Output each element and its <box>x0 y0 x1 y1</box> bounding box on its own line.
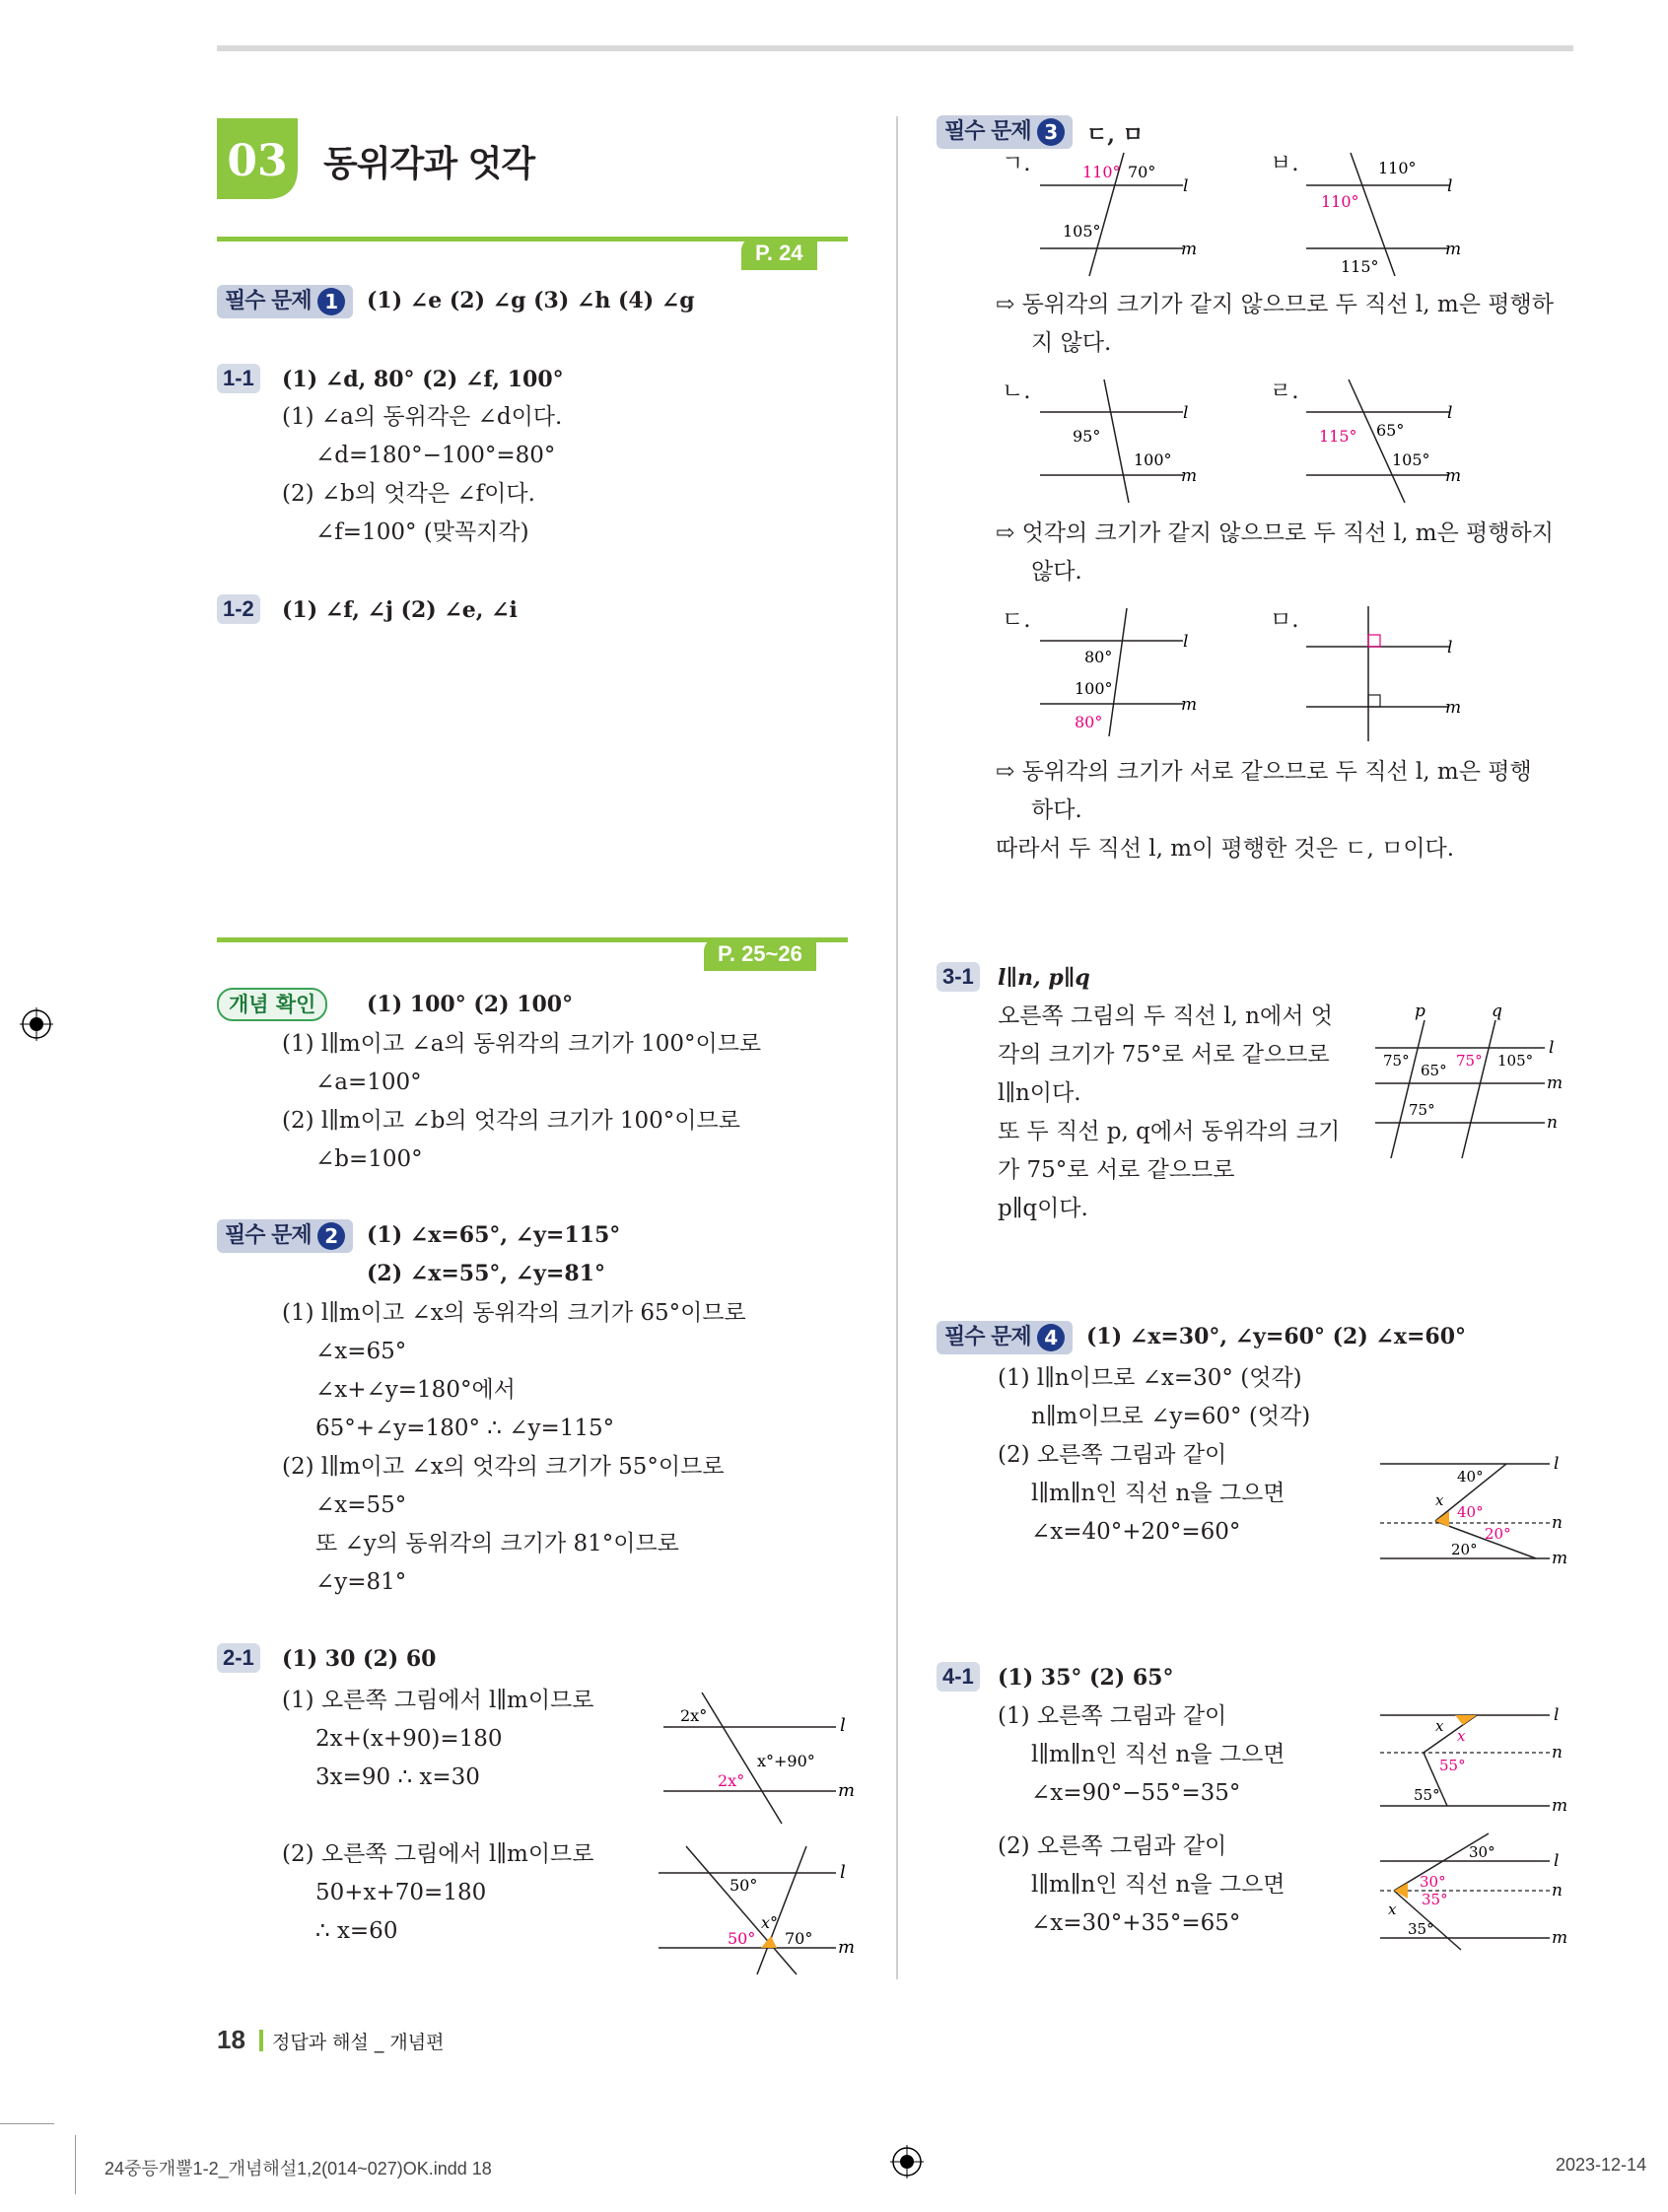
svg-text:100°: 100° <box>1075 679 1113 698</box>
q3-1-line: 오른쪽 그림의 두 직선 l, n에서 엇 <box>998 1003 1333 1029</box>
q2-badge <box>217 1219 353 1253</box>
crop-mark <box>75 2135 76 2194</box>
figure-n <box>1035 375 1232 508</box>
svg-text:105°: 105° <box>1497 1052 1534 1070</box>
q2-1-label: 2-1 <box>217 1643 260 1673</box>
svg-text:75°: 75° <box>1383 1052 1410 1070</box>
registration-mark-icon <box>890 2145 924 2178</box>
figure-d <box>1035 603 1232 741</box>
q1-number: 1 <box>317 288 345 315</box>
q1-badge <box>217 285 353 318</box>
fig-label: ㅂ. <box>1270 151 1299 176</box>
q2-line: (1) l∥m이고 ∠x의 동위각의 크기가 65°이므로 <box>282 1300 746 1326</box>
q3-number: 3 <box>1037 118 1065 146</box>
svg-text:75°: 75° <box>1409 1101 1435 1119</box>
q4-line: (2) 오른쪽 그림과 같이 <box>998 1442 1227 1468</box>
svg-text:l: l <box>840 1715 846 1736</box>
svg-text:m: m <box>1181 466 1198 486</box>
svg-text:35°: 35° <box>1408 1920 1434 1938</box>
svg-text:x: x <box>1435 1491 1444 1509</box>
svg-text:110°: 110° <box>1082 163 1121 181</box>
q4-line: ∠x=40°+20°=60° <box>1031 1519 1241 1545</box>
svg-text:50°: 50° <box>730 1876 758 1895</box>
file-info: 24중등개뿔1-2_개념해설1,2(014~027)OK.indd 18 <box>104 2159 492 2178</box>
svg-text:l: l <box>840 1862 846 1883</box>
section-title: 동위각과 엇각 <box>323 144 535 184</box>
q1-1-line: ∠f=100° (맞꼭지각) <box>315 519 529 545</box>
svg-text:30°: 30° <box>1420 1873 1446 1891</box>
svg-text:m: m <box>1552 1796 1568 1816</box>
svg-text:x°: x° <box>761 1913 779 1932</box>
figure-2-1-2 <box>659 1841 866 1989</box>
q3-label: 필수 문제 <box>944 119 1031 144</box>
q4-1-line: l∥m∥n인 직선 n을 그으면 <box>1031 1742 1286 1767</box>
section-number: 03 <box>227 136 288 186</box>
svg-text:30°: 30° <box>1469 1843 1495 1861</box>
q2-1-line: 50+x+70=180 <box>315 1880 487 1905</box>
q3-1-line: 또 두 직선 p, q에서 동위각의 크기 <box>998 1119 1341 1144</box>
svg-text:110°: 110° <box>1321 192 1359 211</box>
svg-text:l: l <box>1447 403 1453 423</box>
concept-line: (2) l∥m이고 ∠b의 엇각의 크기가 100°이므로 <box>282 1108 740 1134</box>
page-number <box>217 2025 263 2055</box>
crop-mark <box>0 2123 54 2124</box>
q4-1-line: l∥m∥n인 직선 n을 그으면 <box>1031 1872 1286 1898</box>
column-divider <box>896 116 898 1979</box>
q2-number: 2 <box>317 1222 345 1250</box>
q4-1-label: 4-1 <box>937 1662 980 1692</box>
fig-label: ㄴ. <box>1002 379 1031 404</box>
svg-text:l: l <box>1554 1454 1560 1474</box>
q3-exp2: ⇨ 엇각의 크기가 같지 않으므로 두 직선 l, m은 평행하지 <box>996 520 1554 546</box>
figure-b <box>1301 148 1518 281</box>
svg-text:l: l <box>1447 176 1453 196</box>
q3-1-label: 3-1 <box>937 962 980 992</box>
svg-text:l: l <box>1554 1705 1560 1725</box>
svg-text:p: p <box>1415 1002 1425 1021</box>
svg-text:105°: 105° <box>1063 222 1101 241</box>
q1-1-answer: (1) ∠d, 80° (2) ∠f, 100° <box>282 367 564 392</box>
q4-1-answer: (1) 35° (2) 65° <box>998 1665 1174 1691</box>
q3-1-line: 가 75°로 서로 같으므로 <box>998 1157 1235 1183</box>
svg-text:80°: 80° <box>1084 648 1113 666</box>
file-date: 2023-12-14 <box>1556 2155 1647 2175</box>
q1-label: 필수 문제 <box>225 289 312 313</box>
q4-1-line: (2) 오른쪽 그림과 같이 <box>998 1833 1227 1859</box>
registration-mark-icon <box>20 1007 53 1041</box>
q4-1-line: (1) 오른쪽 그림과 같이 <box>998 1703 1227 1729</box>
q4-line: n∥m이므로 ∠y=60° (엇각) <box>1031 1404 1311 1429</box>
q1-1-line: (2) ∠b의 엇각은 ∠f이다. <box>282 481 535 507</box>
svg-text:115°: 115° <box>1319 427 1357 446</box>
q2-line: ∠x=55° <box>315 1492 407 1518</box>
concept-line: (1) l∥m이고 ∠a의 동위각의 크기가 100°이므로 <box>282 1031 762 1057</box>
svg-text:20°: 20° <box>1485 1525 1511 1543</box>
q2-label: 필수 문제 <box>225 1223 312 1248</box>
svg-text:75°: 75° <box>1456 1052 1483 1070</box>
svg-text:m: m <box>1181 240 1198 259</box>
svg-text:q: q <box>1492 1002 1502 1021</box>
q2-1-answer: (1) 30 (2) 60 <box>282 1646 437 1672</box>
q4-line: l∥m∥n인 직선 n을 그으면 <box>1031 1481 1286 1506</box>
q3-exp2: 않다. <box>1031 559 1082 585</box>
q2-line: ∠x+∠y=180°에서 <box>315 1377 516 1403</box>
svg-text:40°: 40° <box>1457 1503 1484 1521</box>
p25-tab: P. 25~26 <box>704 937 816 971</box>
svg-text:105°: 105° <box>1392 450 1430 469</box>
top-rule <box>217 45 1573 51</box>
q2-1-line: 2x+(x+90)=180 <box>315 1726 503 1752</box>
q4-1-line: ∠x=90°−55°=35° <box>1031 1780 1241 1806</box>
q4-line: (1) l∥n이므로 ∠x=30° (엇각) <box>998 1365 1302 1391</box>
svg-text:n: n <box>1552 1881 1563 1901</box>
svg-text:x: x <box>1435 1717 1444 1735</box>
svg-text:50°: 50° <box>728 1929 756 1948</box>
svg-text:70°: 70° <box>785 1929 813 1948</box>
concept-badge: 개념 확인 <box>217 988 327 1021</box>
figure-4-1-2 <box>1380 1832 1577 1960</box>
svg-text:70°: 70° <box>1128 163 1156 181</box>
q3-exp3: 하다. <box>1031 797 1082 823</box>
svg-text:65°: 65° <box>1421 1062 1447 1079</box>
svg-text:n: n <box>1547 1113 1558 1133</box>
figure-4-2 <box>1380 1444 1577 1572</box>
figure-r <box>1301 375 1518 508</box>
q2-line: 또 ∠y의 동위각의 크기가 81°이므로 <box>315 1531 679 1556</box>
q1-answer: (1) ∠e (2) ∠g (3) ∠h (4) ∠g <box>367 288 695 313</box>
svg-text:l: l <box>1554 1851 1560 1871</box>
q2-answer2: (2) ∠x=55°, ∠y=81° <box>367 1261 605 1286</box>
q2-1-line: (1) 오른쪽 그림에서 l∥m이므로 <box>282 1688 594 1713</box>
concept-line: ∠b=100° <box>315 1146 423 1172</box>
concept-line: ∠a=100° <box>315 1070 422 1095</box>
svg-text:m: m <box>1181 695 1198 715</box>
svg-text:2x°: 2x° <box>680 1706 708 1725</box>
q4-number: 4 <box>1037 1324 1065 1351</box>
figure-2-1-1 <box>659 1688 866 1835</box>
p24-tab: P. 24 <box>741 237 817 270</box>
svg-text:95°: 95° <box>1073 427 1101 446</box>
q2-1-line: (2) 오른쪽 그림에서 l∥m이므로 <box>282 1841 594 1867</box>
q2-answer1: (1) ∠x=65°, ∠y=115° <box>367 1222 621 1248</box>
q1-1-label: 1-1 <box>217 364 260 393</box>
q2-line: (2) l∥m이고 ∠x의 엇각의 크기가 55°이므로 <box>282 1454 725 1480</box>
fig-label: ㄷ. <box>1002 607 1031 633</box>
q1-1-line: ∠d=180°−100°=80° <box>315 443 556 468</box>
q1-2-answer: (1) ∠f, ∠j (2) ∠e, ∠i <box>282 597 518 623</box>
svg-text:l: l <box>1183 176 1189 196</box>
svg-text:m: m <box>1547 1073 1564 1093</box>
q2-line: 65°+∠y=180° ∴ ∠y=115° <box>315 1416 615 1441</box>
q3-1-line: 각의 크기가 75°로 서로 같으므로 <box>998 1042 1330 1068</box>
svg-text:80°: 80° <box>1075 713 1103 731</box>
svg-text:x°+90°: x°+90° <box>757 1752 815 1770</box>
section-badge <box>217 118 298 199</box>
q2-line: ∠y=81° <box>315 1569 407 1595</box>
q1-2-label: 1-2 <box>217 594 260 624</box>
q3-1-line: l∥n이다. <box>998 1080 1081 1106</box>
svg-text:55°: 55° <box>1439 1757 1466 1774</box>
concept-answer: (1) 100° (2) 100° <box>367 992 574 1017</box>
svg-text:m: m <box>1552 1928 1568 1948</box>
svg-text:m: m <box>838 1780 856 1801</box>
svg-text:m: m <box>1445 240 1462 259</box>
q3-badge <box>937 115 1073 149</box>
svg-text:l: l <box>1183 632 1189 652</box>
svg-text:x: x <box>1388 1901 1397 1918</box>
fig-label: ㅁ. <box>1270 607 1299 633</box>
figure-4-1-1 <box>1380 1697 1577 1826</box>
svg-text:40°: 40° <box>1457 1468 1484 1486</box>
svg-text:l: l <box>1447 638 1453 657</box>
q2-1-line: 3x=90 ∴ x=30 <box>315 1764 480 1790</box>
footer-label: 정답과 해설 _ 개념편 <box>272 2032 445 2053</box>
svg-text:110°: 110° <box>1378 159 1417 177</box>
fig-label: ㄱ. <box>1002 151 1031 176</box>
figure-g <box>1035 148 1232 281</box>
fig-label: ㄹ. <box>1270 379 1299 404</box>
q4-badge <box>937 1321 1073 1354</box>
q3-answer: ㄷ, ㅁ <box>1086 122 1144 148</box>
svg-text:m: m <box>838 1937 856 1958</box>
svg-text:x: x <box>1457 1727 1466 1745</box>
q3-exp1: ⇨ 동위각의 크기가 같지 않으므로 두 직선 l, m은 평행하 <box>996 292 1554 317</box>
svg-text:m: m <box>1445 698 1462 718</box>
q4-answer: (1) ∠x=30°, ∠y=60° (2) ∠x=60° <box>1086 1324 1467 1349</box>
q2-1-line: ∴ x=60 <box>315 1918 398 1944</box>
svg-text:l: l <box>1549 1038 1555 1058</box>
svg-text:65°: 65° <box>1376 421 1405 440</box>
q1-1-line: (1) ∠a의 동위각은 ∠d이다. <box>282 404 563 430</box>
svg-text:n: n <box>1552 1743 1563 1763</box>
svg-text:l: l <box>1183 403 1189 423</box>
q3-exp3: ⇨ 동위각의 크기가 서로 같으므로 두 직선 l, m은 평행 <box>996 759 1532 785</box>
svg-text:55°: 55° <box>1414 1786 1440 1804</box>
q3-exp1: 지 않다. <box>1031 330 1112 356</box>
q3-1-line: p∥q이다. <box>998 1196 1088 1221</box>
svg-text:20°: 20° <box>1451 1541 1478 1558</box>
q3-1-answer: l∥n, p∥q <box>998 965 1090 991</box>
q4-1-line: ∠x=30°+35°=65° <box>1031 1910 1241 1936</box>
svg-text:m: m <box>1445 466 1462 486</box>
page-number-text: 18 <box>217 2025 245 2054</box>
svg-text:100°: 100° <box>1134 450 1172 469</box>
svg-text:2x°: 2x° <box>718 1771 745 1790</box>
q3-conclusion: 따라서 두 직선 l, m이 평행한 것은 ㄷ, ㅁ이다. <box>996 836 1455 862</box>
q2-line: ∠x=65° <box>315 1339 407 1364</box>
svg-text:m: m <box>1552 1549 1568 1568</box>
svg-text:35°: 35° <box>1422 1891 1448 1908</box>
svg-text:115°: 115° <box>1341 257 1379 276</box>
figure-m <box>1301 603 1518 746</box>
figure-3-1 <box>1375 1001 1572 1168</box>
svg-text:n: n <box>1552 1513 1563 1533</box>
footer-separator <box>259 2030 263 2051</box>
q4-label: 필수 문제 <box>944 1325 1031 1349</box>
